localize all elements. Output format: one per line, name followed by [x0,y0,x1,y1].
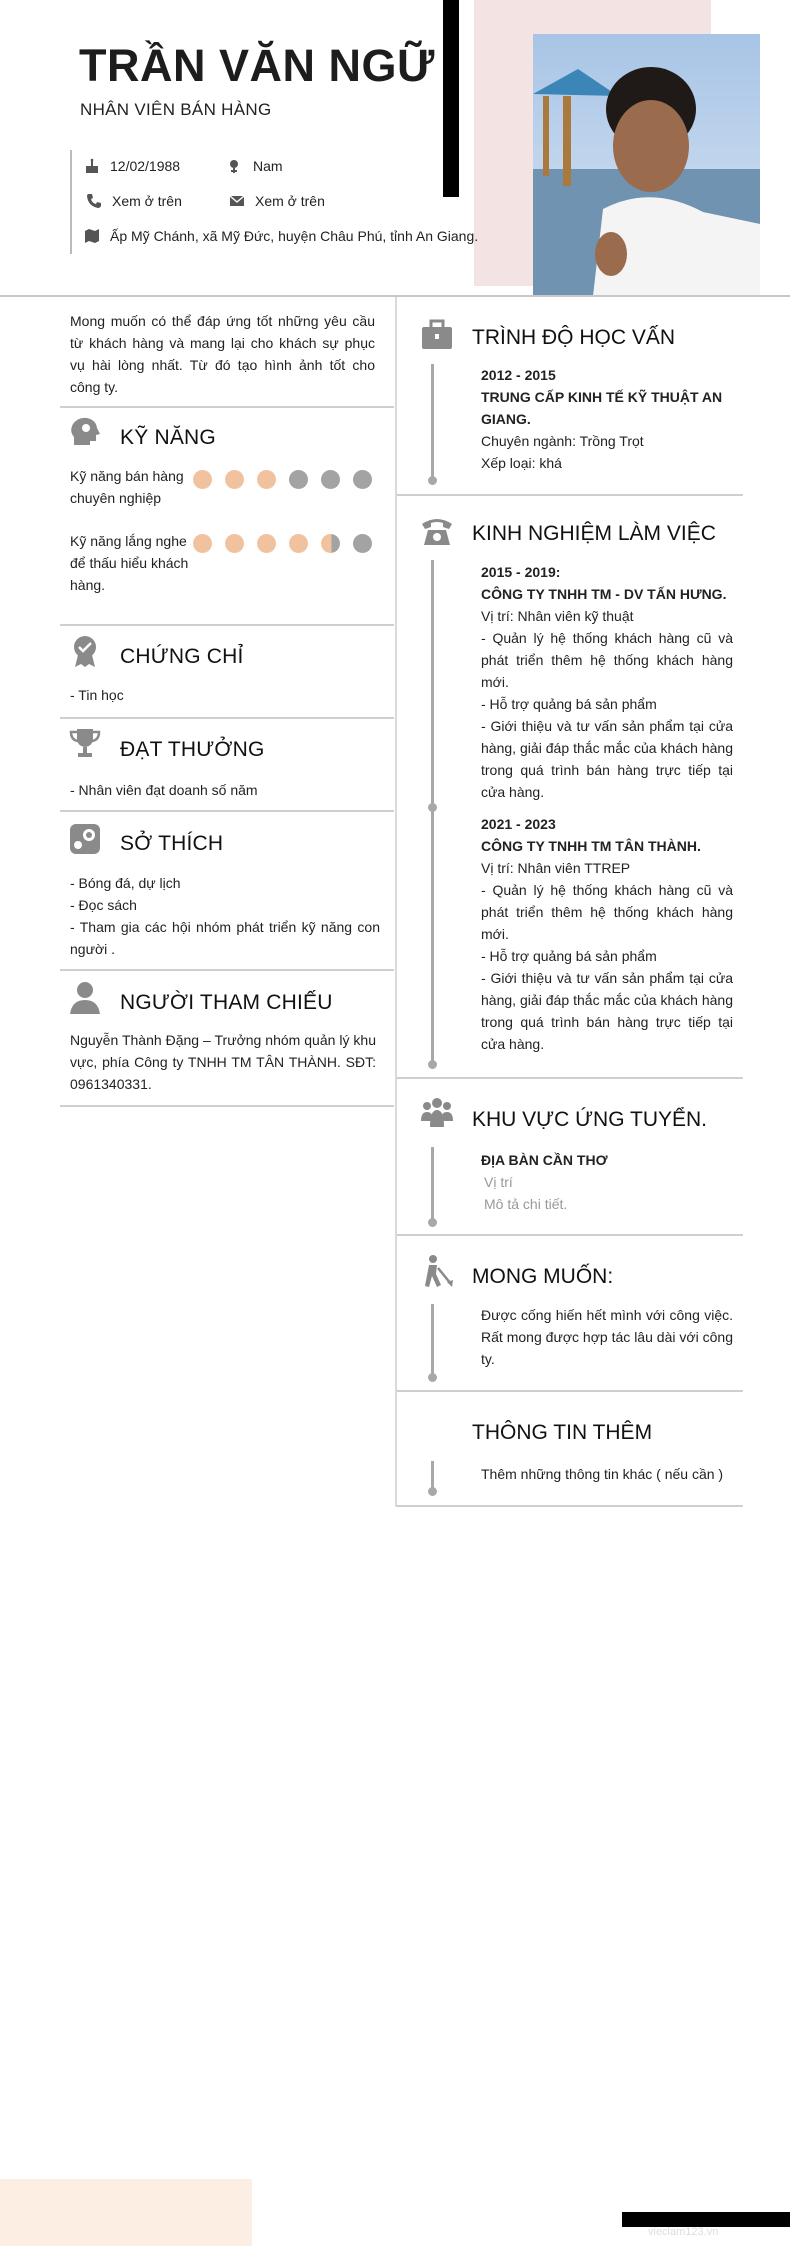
timeline-dot [428,1487,437,1496]
job-duty: - Quản lý hệ thống khách hàng cũ và phát triển thêm hệ thống khách hàng mới. [481,882,733,942]
timeline-dot [428,803,437,812]
skill-dot [225,534,244,553]
section-divider [397,1505,743,1507]
experience-timeline [431,560,434,1065]
job-duty: - Hỗ trợ quảng bá sản phẩm [481,948,657,964]
job-period: 2015 - 2019: [481,564,561,580]
hobbies-section [60,812,394,971]
job-duty: - Giới thiệu và tư vấn sản phẩm tại cửa hàng, giải đáp thắc mắc của khách hàng trong quá trình bán hàng trực tiếp tại cửa hàng. [481,718,733,800]
skill-rating [193,470,372,489]
section-divider [397,494,743,496]
phone-icon [86,193,102,209]
trophy-icon [68,726,102,760]
birthdate-value: 12/02/1988 [110,158,181,174]
wishes-timeline [431,1304,434,1378]
candidate-name: TRẦN VĂN NGỮ [79,40,435,91]
brain-icon [68,415,102,449]
profile-photo [533,34,760,296]
region-title: KHU VỰC ỨNG TUYỂN. [472,1108,708,1131]
awards-title: ĐẠT THƯỞNG [120,738,265,761]
more-info-text: Thêm những thông tin khác ( nếu cần ) [481,1466,724,1482]
skill-dot [321,470,340,489]
section-divider [397,1234,743,1236]
footer-pink-block [0,2179,252,2246]
job-title: NHÂN VIÊN BÁN HÀNG [80,100,272,119]
experience-title: KINH NGHIỆM LÀM VIỆC [472,522,716,545]
skills-title: KỸ NĂNG [120,426,216,449]
address-row [84,228,478,244]
certificates-section [60,626,394,719]
objective-text: Mong muốn có thể đáp ứng tốt những yêu cầu từ khách hàng và mang lại cho khách sự phục vụ hài lòng nhất. Từ đó tạo hình ảnh tốt cho công ty. [70,313,375,395]
hobby-item: - Tham gia các hội nhóm phát triển kỹ năng con người . [70,919,380,957]
address-value: Ấp Mỹ Chánh, xã Mỹ Đức, huyện Châu Phú, tỉnh An Giang. [110,228,479,244]
skill-dot [289,470,308,489]
gender-value: Nam [253,158,283,174]
job-duty: - Hỗ trợ quảng bá sản phẩm [481,696,657,712]
certificate-item: - Tin học [70,687,124,703]
watermark: vieclam123.vn [648,2226,719,2238]
skill-dot [289,534,308,553]
people-icon [420,1097,454,1131]
skill-dot [193,534,212,553]
references-title: NGƯỜI THAM CHIẾU [120,991,333,1014]
skill-dot [257,470,276,489]
skill-label: Kỹ năng bán hàng chuyên nghiệp [70,468,184,506]
skill-dot [321,534,340,553]
map-icon [84,228,100,244]
email-value: Xem ở trên [255,193,325,209]
hobby-item: - Bóng đá, dự lịch [70,875,181,891]
phone-value: Xem ở trên [112,193,182,209]
education-title: TRÌNH ĐỘ HỌC VẤN [472,326,676,349]
skill-dot [353,470,372,489]
right-column-border [395,297,397,1507]
telephone-icon [420,514,454,548]
hobby-item: - Đọc sách [70,897,137,913]
region-detail: Mô tả chi tiết. [484,1196,568,1212]
award-item: - Nhân viên đạt doanh số năm [70,782,258,798]
skill-dot [193,470,212,489]
briefcase-icon [420,318,454,352]
birthdate-row [84,158,180,174]
wishes-text: Được cống hiến hết mình với công việc. Rất mong được hợp tác lâu dài với công ty. [481,1307,733,1367]
region-position: Vị trí [484,1174,513,1190]
footer-black-bar [622,2212,790,2227]
gender-icon [227,158,243,174]
person-icon [68,980,102,1014]
section-divider [397,1077,743,1079]
timeline-dot [428,476,437,485]
gender-row [227,158,283,174]
objective-section [60,297,394,408]
wishes-title: MONG MUỐN: [472,1265,614,1288]
education-period: 2012 - 2015 [481,367,556,383]
personal-info-box [70,150,490,254]
cake-icon [84,158,100,174]
more-info-title: THÔNG TIN THÊM [472,1421,653,1444]
skills-section [60,408,394,626]
worker-icon [420,1254,454,1288]
references-section [60,971,394,1107]
education-grade: Xếp loại: khá [481,455,562,471]
region-timeline [431,1147,434,1223]
skill-dot [257,534,276,553]
section-divider [397,1390,743,1392]
skill-rating [193,534,372,553]
hobbies-title: SỞ THÍCH [120,832,224,855]
email-icon [229,193,245,209]
timeline-dot [428,1060,437,1069]
job-duty: - Giới thiệu và tư vấn sản phẩm tại cửa hàng, giải đáp thắc mắc của khách hàng trong quá trình bán hàng trực tiếp tại cửa hàng. [481,970,733,1052]
job-position: Vị trí: Nhân viên kỹ thuật [481,608,634,624]
skill-dot [353,534,372,553]
reference-text: Nguyễn Thành Đặng – Trưởng nhóm quản lý khu vực, phía Công ty TNHH TM TÂN THÀNH. SĐT: 0961340331. [70,1032,376,1092]
awards-section [60,719,394,812]
education-school: TRUNG CẤP KINH TẾ KỸ THUẬT AN GIANG. [481,389,723,427]
timeline-dot [428,1373,437,1382]
gamepad-icon [68,822,102,856]
education-timeline [431,364,434,481]
email-row [229,193,325,209]
skill-label: Kỹ năng lắng nghe để thấu hiểu khách hàng. [70,533,189,593]
skill-dot [225,470,244,489]
job-company: CÔNG TY TNHH TM - DV TẤN HƯNG. [481,586,727,602]
timeline-dot [428,1218,437,1227]
job-period: 2021 - 2023 [481,816,556,832]
region-area: ĐỊA BÀN CẦN THƠ [481,1152,608,1168]
job-position: Vị trí: Nhân viên TTREP [481,860,631,876]
certificates-title: CHỨNG CHỈ [120,645,244,668]
education-major: Chuyên ngành: Trồng Trọt [481,433,644,449]
job-company: CÔNG TY TNHH TM TÂN THÀNH. [481,838,701,854]
job-duty: - Quản lý hệ thống khách hàng cũ và phát triển thêm hệ thống khách hàng mới. [481,630,733,690]
phone-row [86,193,182,209]
certificate-icon [68,634,102,668]
